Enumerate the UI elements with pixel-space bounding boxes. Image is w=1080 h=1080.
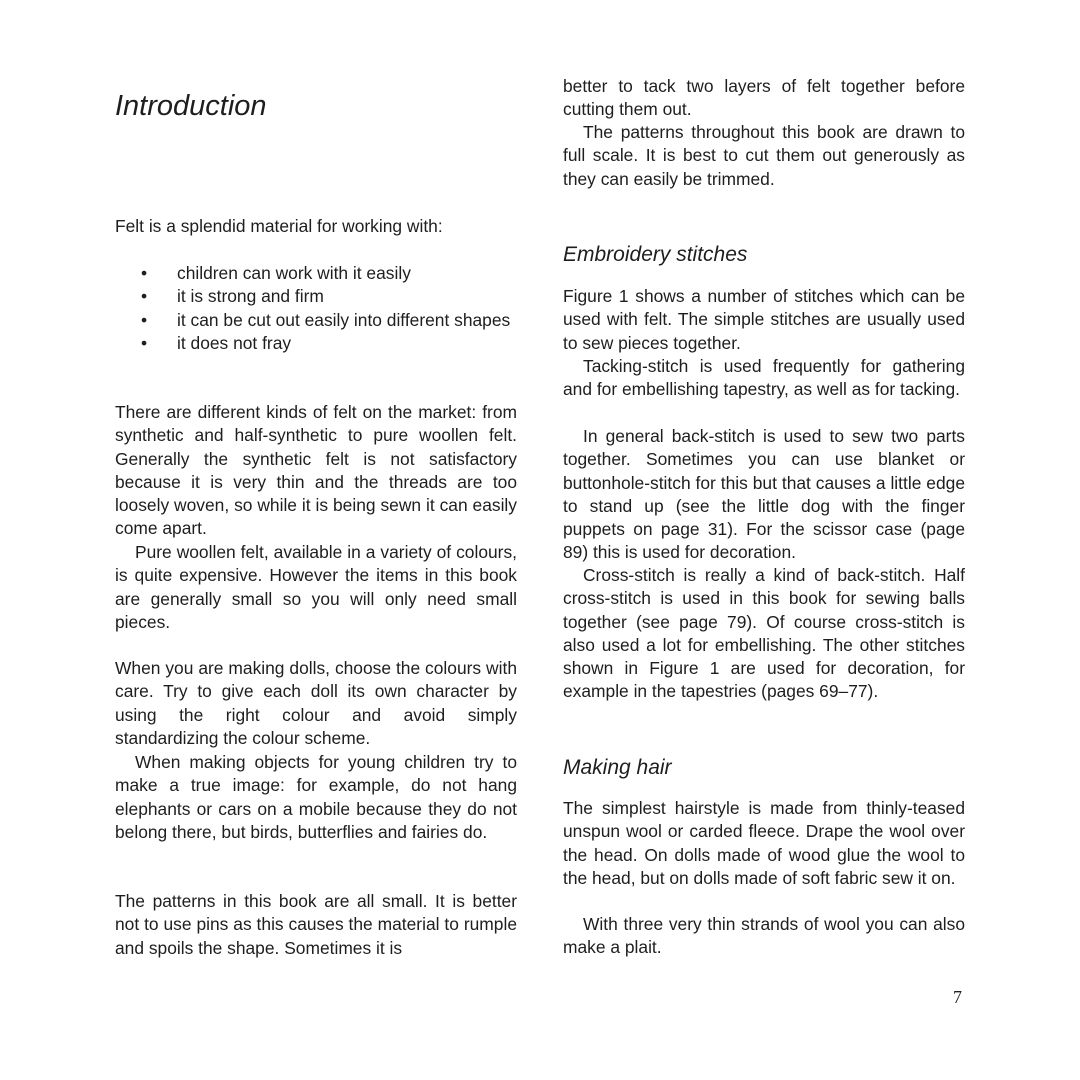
list-item: • it does not fray bbox=[115, 332, 517, 355]
body-paragraph: The patterns in this book are all small. It is better not to use pins as this causes the material to rumple and spoils the shape. Sometimes it is bbox=[115, 891, 517, 958]
body-paragraph: The simplest hairstyle is made from thinly-teased unspun wool or carded fleece. Drape the wool over the head. On dolls made of wood glue the wool to the head, but on dolls made of soft fabric sew it on. bbox=[563, 798, 965, 888]
list-item: • it can be cut out easily into different shapes bbox=[115, 309, 517, 332]
body-paragraph: Cross-stitch is really a kind of back-stitch. Half cross-stitch is used in this book for sewing balls together (see page 79). Of course cross-stitch is also used a lot for embellishing. The other stitches shown in Figure 1 are used for decoration, for example in the tapestries (pages 69–77). bbox=[563, 565, 965, 702]
bullet-icon: • bbox=[141, 309, 148, 330]
bullet-icon: • bbox=[141, 332, 148, 353]
body-paragraph: When making objects for young children try to make a true image: for example, do not hang elephants or cars on a mobile because they do not belong there, but birds, butterflies and fairies do. bbox=[115, 752, 517, 842]
intro-paragraph: Felt is a splendid material for working with: bbox=[115, 216, 443, 236]
feature-list bbox=[115, 262, 517, 355]
body-paragraph: In general back-stitch is used to sew two parts together. Sometimes you can use blanket or buttonhole-stitch for this but that causes a little edge to stand up (see the little dog with the finger puppets on page 31). For the scissor case (page 89) this is used for decoration. bbox=[563, 426, 965, 563]
list-item: • children can work with it easily bbox=[115, 262, 517, 285]
section-heading-hair: Making hair bbox=[563, 756, 672, 779]
page-number: 7 bbox=[953, 987, 962, 1007]
body-paragraph: better to tack two layers of felt together before cutting them out. bbox=[563, 76, 965, 120]
body-paragraph: Tacking-stitch is used frequently for gathering and for embellishing tapestry, as well as for tacking. bbox=[563, 356, 965, 400]
body-paragraph: Figure 1 shows a number of stitches which can be used with felt. The simple stitches are usually used to sew pieces together. bbox=[563, 286, 965, 353]
body-paragraph: When you are making dolls, choose the colours with care. Try to give each doll its own character by using the right colour and avoid simply standardizing the colour scheme. bbox=[115, 658, 517, 748]
list-item: • it is strong and firm bbox=[115, 285, 517, 308]
section-heading-embroidery: Embroidery stitches bbox=[563, 243, 748, 266]
page-title: Introduction bbox=[115, 90, 267, 122]
bullet-icon: • bbox=[141, 263, 148, 283]
bullet-icon: • bbox=[141, 286, 148, 307]
body-paragraph: With three very thin strands of wool you can also make a plait. bbox=[563, 914, 965, 958]
body-paragraph: The patterns throughout this book are drawn to full scale. It is best to cut them out generously as they can easily be trimmed. bbox=[563, 122, 965, 189]
body-paragraph: There are different kinds of felt on the market: from synthetic and half-synthetic to pure woollen felt. Generally the synthetic felt is not satisfactory because it is very thin and the threads are too loosely woven, so while it is being sewn it can easily come apart. bbox=[115, 402, 517, 539]
body-paragraph: Pure woollen felt, available in a variety of colours, is quite expensive. However the items in this book are generally small so you will only need small pieces. bbox=[115, 542, 517, 632]
